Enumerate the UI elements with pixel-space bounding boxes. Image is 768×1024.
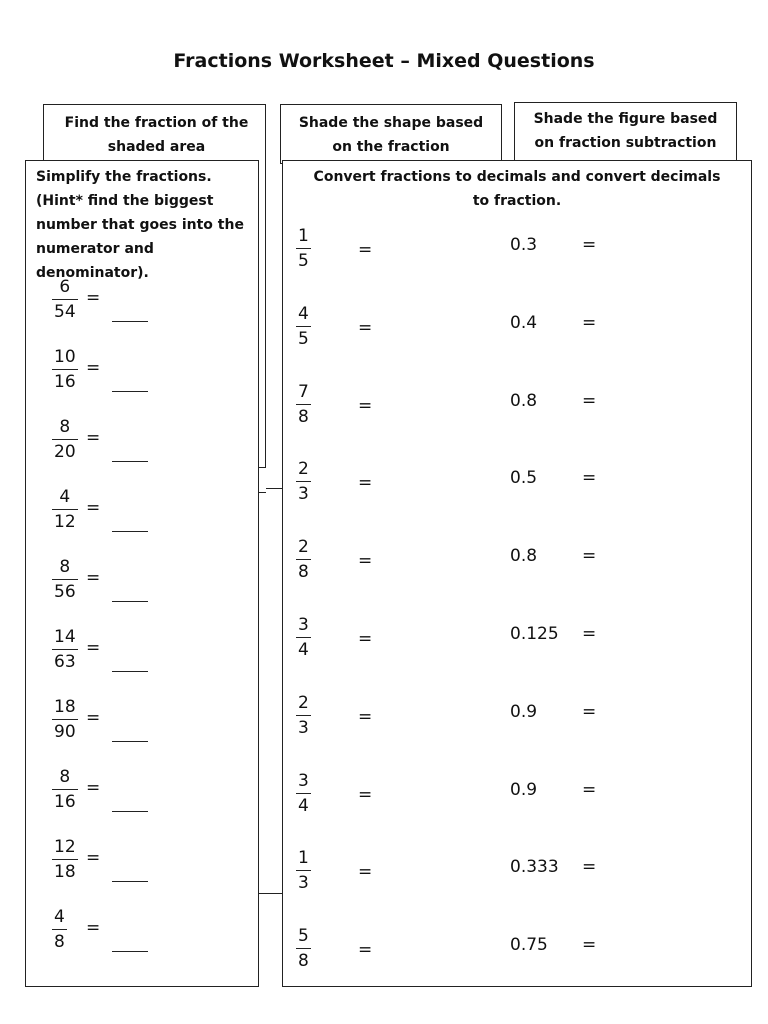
answer-blank[interactable] bbox=[112, 671, 148, 672]
numerator: 2 bbox=[298, 537, 309, 558]
fraction-bar bbox=[52, 929, 67, 930]
equals-sign: = bbox=[86, 778, 101, 798]
numerator: 1 bbox=[298, 226, 309, 246]
denominator: 90 bbox=[54, 722, 76, 742]
denominator: 8 bbox=[298, 562, 309, 583]
tab-fraction-subtraction bbox=[514, 102, 737, 164]
simplify-fraction bbox=[52, 557, 78, 602]
answer-blank[interactable] bbox=[112, 391, 148, 392]
simplify-fraction bbox=[52, 837, 78, 882]
fraction-bar bbox=[296, 793, 311, 794]
simplify-fraction bbox=[52, 907, 67, 952]
equals-sign: = bbox=[86, 358, 101, 378]
fraction-bar bbox=[296, 637, 311, 638]
numerator: 6 bbox=[59, 277, 71, 297]
numerator: 1 bbox=[298, 848, 309, 869]
equals-sign: = bbox=[358, 473, 373, 494]
equals-sign: = bbox=[582, 312, 597, 333]
equals-sign: = bbox=[582, 624, 597, 644]
denominator: 54 bbox=[54, 302, 76, 322]
simplify-fraction bbox=[52, 767, 78, 812]
equals-sign: = bbox=[582, 701, 597, 722]
fraction-bar bbox=[52, 439, 78, 440]
fraction-bar bbox=[296, 715, 311, 716]
equals-sign: = bbox=[358, 240, 373, 260]
equals-sign: = bbox=[86, 288, 101, 308]
convert-fraction bbox=[296, 537, 311, 582]
fraction-bar bbox=[52, 369, 78, 370]
denominator: 8 bbox=[54, 932, 65, 952]
equals-sign: = bbox=[358, 784, 373, 805]
decimal-value: 0.9 bbox=[510, 701, 538, 722]
simplify-fraction bbox=[52, 627, 78, 672]
denominator: 4 bbox=[298, 795, 309, 816]
denominator: 8 bbox=[298, 406, 309, 427]
fraction-bar bbox=[52, 299, 78, 300]
denominator: 16 bbox=[54, 372, 76, 392]
equals-sign: = bbox=[358, 940, 373, 961]
equals-sign: = bbox=[86, 568, 101, 588]
simplify-heading: Simplify the fractions. (Hint* find the biggest number that goes into the numerator and denominator). bbox=[36, 169, 244, 281]
equals-sign: = bbox=[358, 629, 373, 649]
denominator: 20 bbox=[54, 442, 76, 462]
simplify-fraction bbox=[52, 277, 78, 322]
numerator: 4 bbox=[54, 907, 65, 927]
tab-shade-shape bbox=[280, 104, 502, 164]
convert-fraction bbox=[296, 615, 311, 660]
equals-sign: = bbox=[358, 706, 373, 727]
answer-blank[interactable] bbox=[112, 741, 148, 742]
equals-sign: = bbox=[86, 848, 101, 868]
answer-blank[interactable] bbox=[112, 531, 148, 532]
equals-sign: = bbox=[86, 638, 101, 658]
convert-fraction bbox=[296, 848, 311, 893]
denominator: 18 bbox=[54, 862, 76, 882]
decimal-value: 0.333 bbox=[510, 857, 559, 878]
equals-sign: = bbox=[358, 862, 373, 883]
decimal-value: 0.75 bbox=[510, 935, 548, 956]
decimal-value: 0.4 bbox=[510, 312, 538, 333]
simplify-fraction bbox=[52, 347, 78, 392]
fraction-bar bbox=[52, 649, 78, 650]
numerator: 12 bbox=[54, 837, 76, 857]
denominator: 8 bbox=[298, 951, 309, 972]
denominator: 12 bbox=[54, 512, 76, 532]
denominator: 5 bbox=[298, 328, 309, 349]
simplify-fraction bbox=[52, 417, 78, 462]
simplify-fraction bbox=[52, 487, 78, 532]
convert-fraction bbox=[296, 771, 311, 816]
numerator: 4 bbox=[59, 487, 71, 507]
convert-fraction bbox=[296, 926, 311, 971]
decimal-value: 0.5 bbox=[510, 468, 538, 489]
decimal-value: 0.3 bbox=[510, 235, 538, 255]
convert-fraction bbox=[296, 459, 311, 504]
numerator: 8 bbox=[59, 417, 71, 437]
convert-fraction bbox=[296, 693, 311, 738]
equals-sign: = bbox=[582, 546, 597, 567]
fraction-bar bbox=[52, 859, 78, 860]
equals-sign: = bbox=[86, 918, 101, 938]
denominator: 5 bbox=[298, 251, 309, 271]
tab-shaded-area-label: Find the fraction of the shaded area bbox=[64, 115, 249, 155]
convert-fraction bbox=[296, 304, 311, 349]
numerator: 8 bbox=[59, 767, 71, 787]
equals-sign: = bbox=[86, 498, 101, 518]
numerator: 3 bbox=[298, 615, 309, 635]
equals-sign: = bbox=[582, 935, 597, 956]
numerator: 18 bbox=[54, 697, 76, 717]
tab-fraction-subtraction-label: Shade the figure based on fraction subtraction bbox=[533, 111, 718, 151]
fraction-bar bbox=[296, 481, 311, 482]
equals-sign: = bbox=[358, 317, 373, 338]
numerator: 3 bbox=[298, 770, 309, 791]
denominator: 4 bbox=[298, 640, 309, 660]
equals-sign: = bbox=[358, 551, 373, 572]
denominator: 16 bbox=[54, 792, 76, 812]
fraction-bar bbox=[296, 248, 311, 249]
equals-sign: = bbox=[582, 857, 597, 878]
equals-sign: = bbox=[582, 390, 597, 411]
convert-fraction bbox=[296, 226, 311, 271]
fraction-bar bbox=[296, 326, 311, 327]
denominator: 3 bbox=[298, 484, 309, 505]
fraction-bar bbox=[52, 789, 78, 790]
convert-fraction bbox=[296, 382, 311, 427]
decimal-value: 0.9 bbox=[510, 779, 538, 800]
simplify-fraction bbox=[52, 697, 78, 742]
answer-blank[interactable] bbox=[112, 811, 148, 812]
answer-blank[interactable] bbox=[112, 881, 148, 882]
equals-sign: = bbox=[86, 428, 101, 448]
numerator: 7 bbox=[298, 381, 309, 402]
fraction-bar bbox=[52, 579, 78, 580]
numerator: 2 bbox=[298, 459, 309, 480]
tab-shade-shape-label: Shade the shape based on the fraction bbox=[298, 115, 484, 155]
equals-sign: = bbox=[86, 708, 101, 728]
numerator: 8 bbox=[59, 557, 71, 577]
equals-sign: = bbox=[582, 779, 597, 800]
equals-sign: = bbox=[582, 468, 597, 489]
answer-blank[interactable] bbox=[112, 951, 148, 952]
numerator: 4 bbox=[298, 303, 309, 324]
fraction-bar bbox=[296, 559, 311, 560]
denominator: 3 bbox=[298, 873, 309, 894]
fraction-bar bbox=[52, 509, 78, 510]
answer-blank[interactable] bbox=[112, 601, 148, 602]
fraction-bar bbox=[296, 404, 311, 405]
denominator: 56 bbox=[54, 582, 76, 602]
equals-sign: = bbox=[582, 235, 597, 255]
numerator: 5 bbox=[298, 926, 309, 947]
answer-blank[interactable] bbox=[112, 461, 148, 462]
decimal-value: 0.8 bbox=[510, 546, 538, 567]
convert-heading: Convert fractions to decimals and convert decimals to fraction. bbox=[313, 169, 721, 209]
denominator: 3 bbox=[298, 717, 309, 738]
answer-blank[interactable] bbox=[112, 321, 148, 322]
fraction-bar bbox=[52, 719, 78, 720]
fraction-bar bbox=[296, 870, 311, 871]
equals-sign: = bbox=[358, 395, 373, 416]
worksheet-title: Fractions Worksheet – Mixed Questions bbox=[173, 50, 595, 72]
numerator: 10 bbox=[54, 347, 76, 367]
decimal-value: 0.8 bbox=[510, 390, 538, 411]
numerator: 2 bbox=[298, 692, 309, 713]
denominator: 63 bbox=[54, 652, 76, 672]
numerator: 14 bbox=[54, 627, 76, 647]
fraction-bar bbox=[296, 948, 311, 949]
decimal-value: 0.125 bbox=[510, 624, 559, 644]
